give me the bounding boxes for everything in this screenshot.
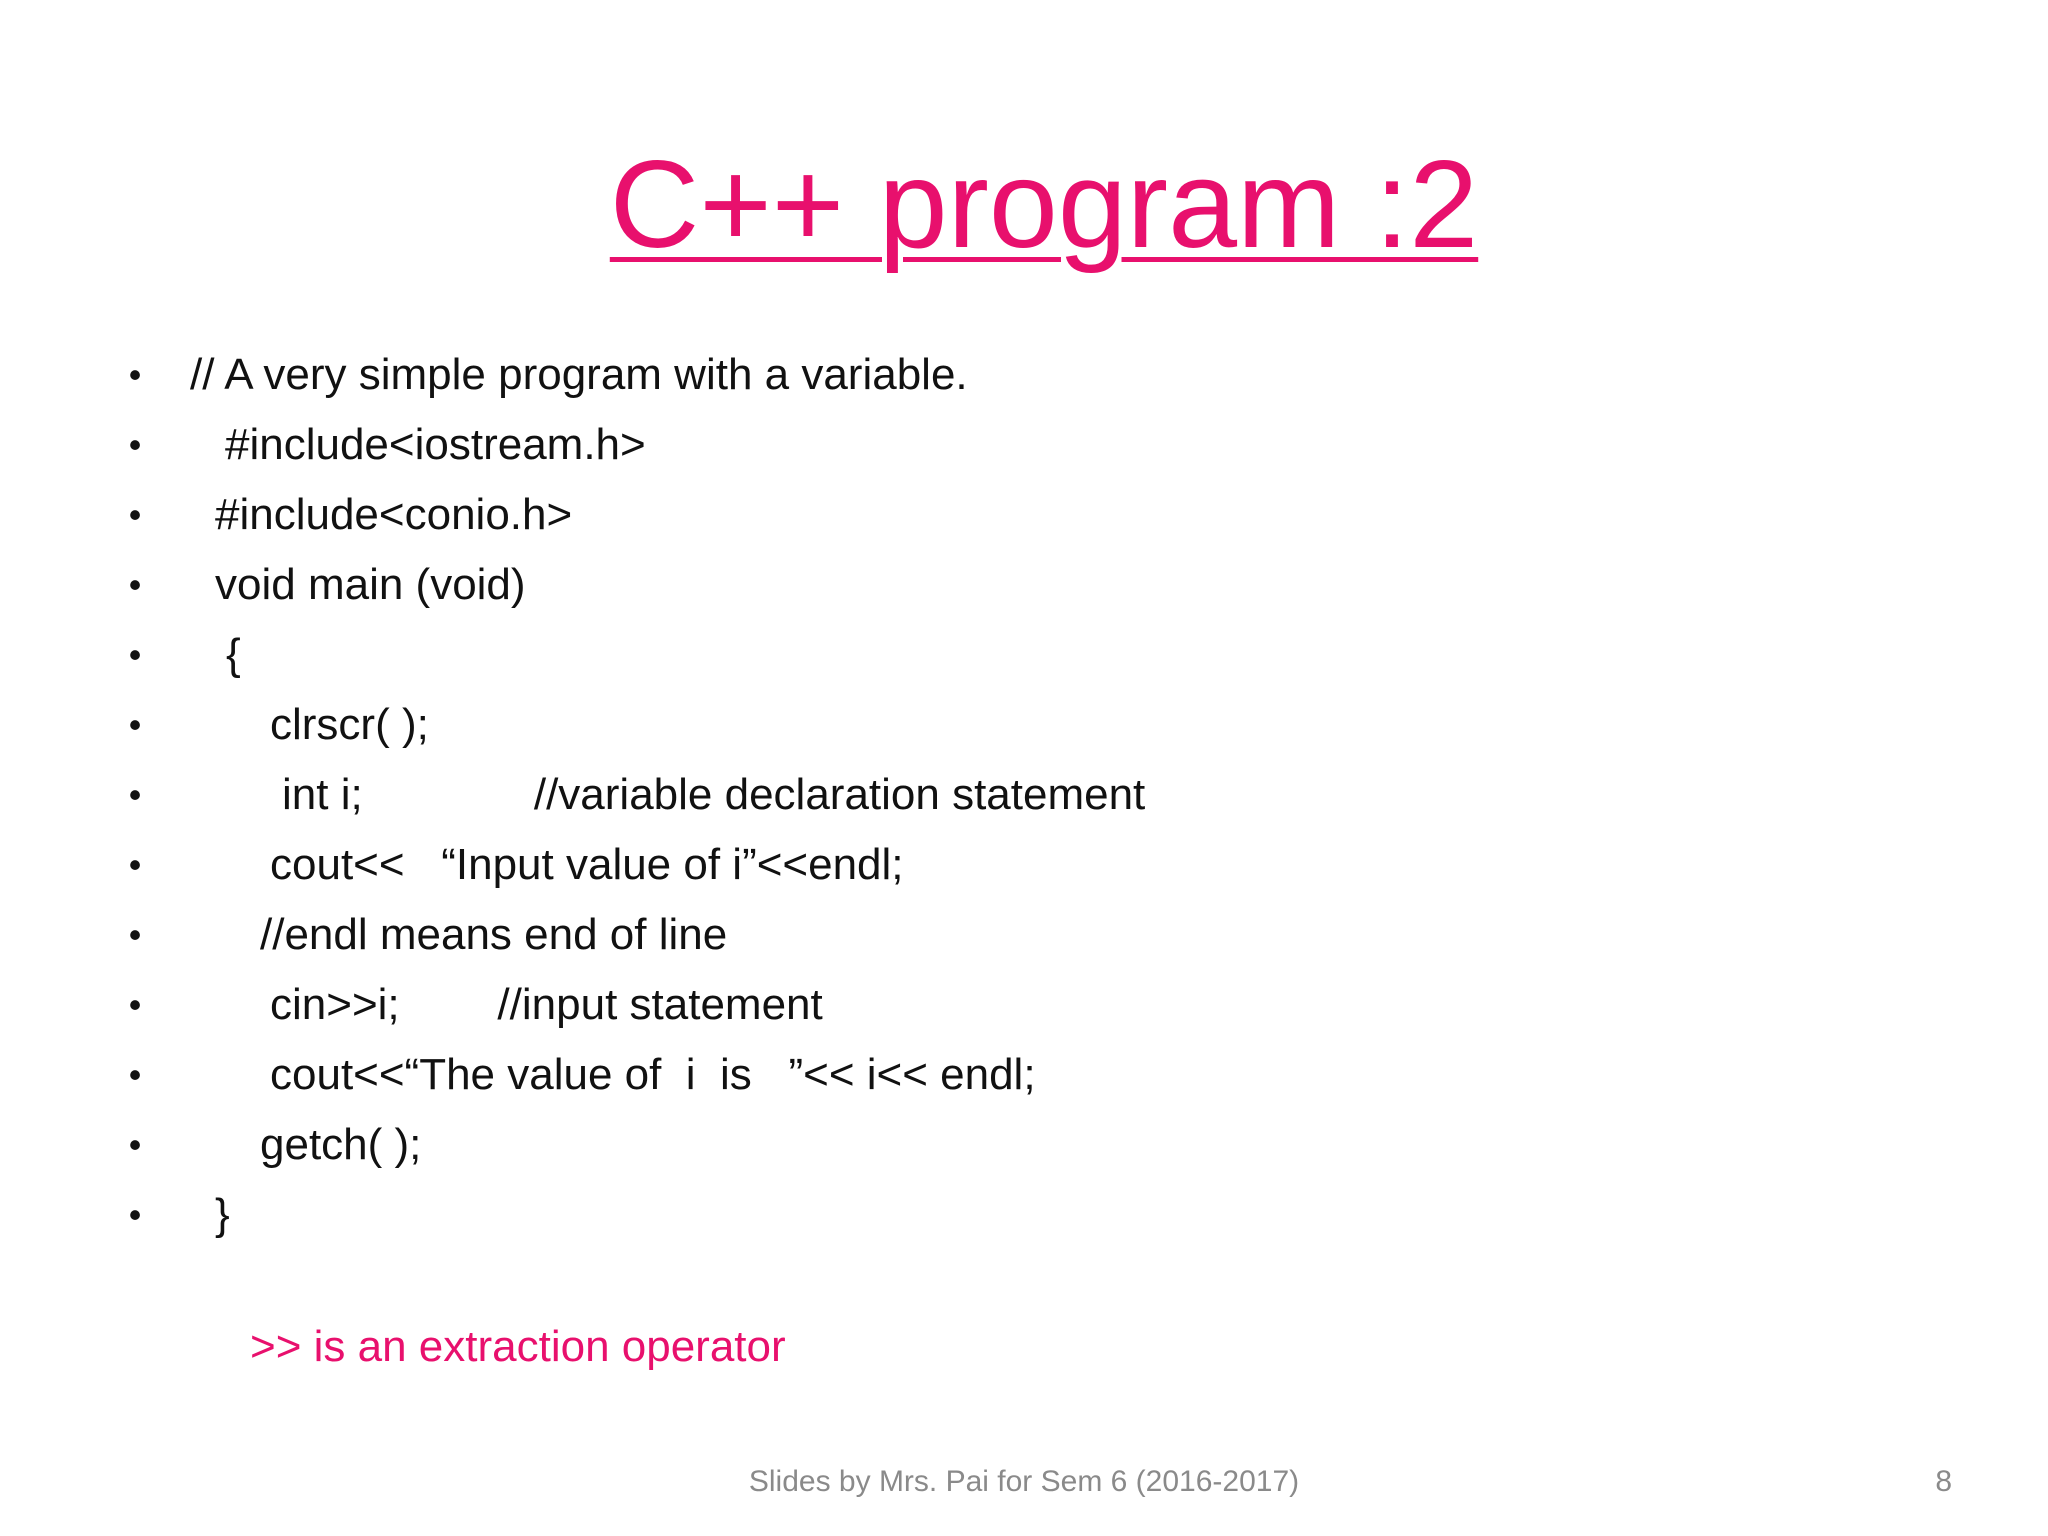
bullet-text: #include<conio.h> xyxy=(215,490,573,539)
bullet-item xyxy=(120,620,241,690)
bullet-icon: • xyxy=(128,354,142,395)
bullet-item xyxy=(120,970,823,1040)
bullet-text: cout<<“The value of i is ”<< i<< endl; xyxy=(270,1050,1036,1099)
bullet-icon: • xyxy=(128,914,142,955)
page-number: 8 xyxy=(1935,1465,1952,1498)
code-bullet-list xyxy=(120,340,1146,1250)
bullet-text: void main (void) xyxy=(215,560,526,609)
bullet-text: int i; //variable declaration statement xyxy=(282,770,1146,819)
bullet-text: clrscr( ); xyxy=(270,700,429,749)
bullet-item xyxy=(120,340,968,410)
bullet-item xyxy=(120,1110,422,1180)
bullet-item xyxy=(120,760,1146,830)
extraction-operator-note: >> is an extraction operator xyxy=(250,1322,786,1371)
bullet-text: //endl means end of line xyxy=(260,910,728,959)
bullet-item xyxy=(120,830,904,900)
bullet-icon: • xyxy=(128,704,142,745)
bullet-item xyxy=(120,410,646,480)
bullet-item xyxy=(120,1180,230,1250)
bullet-text: } xyxy=(215,1190,230,1239)
bullet-icon: • xyxy=(128,774,142,815)
bullet-text: // A very simple program with a variable. xyxy=(190,350,968,399)
bullet-icon: • xyxy=(128,564,142,605)
bullet-icon: • xyxy=(128,634,142,675)
bullet-text: { xyxy=(226,630,241,679)
bullet-icon: • xyxy=(128,424,142,465)
bullet-icon: • xyxy=(128,844,142,885)
bullet-icon: • xyxy=(128,494,142,535)
bullet-text: getch( ); xyxy=(260,1120,422,1169)
bullet-item xyxy=(120,480,573,550)
bullet-item xyxy=(120,550,526,620)
bullet-item xyxy=(120,900,728,970)
slide-title: C++ program :2 xyxy=(609,136,1479,274)
bullet-icon: • xyxy=(128,1194,142,1235)
bullet-item xyxy=(120,1040,1036,1110)
bullet-text: #include<iostream.h> xyxy=(225,420,646,469)
slide-footer: Slides by Mrs. Pai for Sem 6 (2016-2017) xyxy=(748,1465,1300,1498)
bullet-text: cin>>i; //input statement xyxy=(270,980,823,1029)
bullet-icon: • xyxy=(128,1124,142,1165)
bullet-icon: • xyxy=(128,984,142,1025)
bullet-icon: • xyxy=(128,1054,142,1095)
bullet-text: cout<< “Input value of i”<<endl; xyxy=(270,840,904,889)
bullet-item xyxy=(120,690,429,760)
